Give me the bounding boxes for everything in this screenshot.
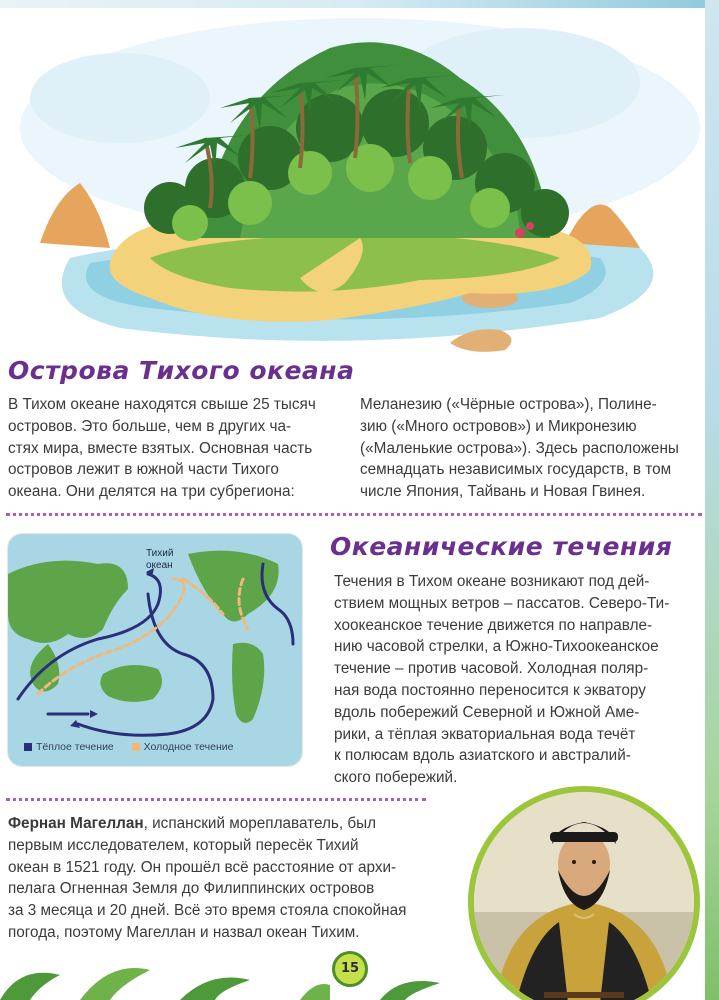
text-line: океан в 1521 году. Он прошёл всё расстояние от архи- — [8, 858, 397, 876]
text-line: ского побережий. — [334, 769, 458, 787]
magellan-text — [8, 813, 458, 944]
section-title-currents: Океанические течения — [330, 532, 673, 561]
text-line: островов. Это больше, чем в других ча- — [8, 417, 292, 435]
text-line: зию («Много островов») и Микронезию — [360, 417, 637, 435]
map-label-line1: Тихий — [146, 548, 174, 559]
legend-cold: Холодное течение — [143, 741, 234, 753]
text-line: Меланезию («Чёрные острова»), Полине- — [360, 396, 657, 413]
text-line: погода, поэтому Магеллан и назвал океан Тихим. — [8, 923, 360, 941]
text-line — [8, 813, 458, 835]
island-illustration — [0, 8, 705, 368]
text-line: нию часовой стрелки, а Южно-Тихоокеанское — [334, 638, 659, 656]
right-border — [705, 0, 719, 1000]
page-number: 15 — [332, 951, 368, 987]
cold-current-swatch — [132, 743, 140, 751]
text-line: стях мира, вместе взятых. Основная часть — [8, 439, 313, 457]
section-title-islands: Острова Тихого океана — [8, 356, 355, 385]
text-line: течение – против часовой. Холодная поляр- — [334, 660, 649, 678]
text-line: числе Япония, Тайвань и Новая Гвинея. — [360, 483, 646, 501]
magellan-name: Фернан Магеллан — [8, 815, 144, 832]
divider — [6, 513, 702, 516]
text-line: океана. Они делятся на три субрегиона: — [8, 483, 295, 501]
text-line: ная вода постоянно переносится к экватору — [334, 681, 646, 699]
text-line: к полюсам вдоль азиатского и австралий- — [334, 747, 631, 765]
text-span: , испанский мореплаватель, был — [143, 815, 377, 832]
islands-text-col2 — [360, 394, 700, 503]
text-line: Течения в Тихом океане возникают под дей- — [334, 573, 650, 590]
warm-current-swatch — [24, 743, 32, 751]
divider — [6, 798, 426, 801]
text-line: за 3 месяца и 20 дней. Всё это время стояла спокойная — [8, 902, 407, 920]
text-line: рики, а тёплая экваториальная вода течёт — [334, 725, 636, 743]
text-line: вдоль побережий Северной и Южной Аме- — [334, 703, 640, 721]
text-line: первым исследователем, который пересёк Тихий — [8, 836, 359, 854]
islands-text-col1 — [8, 394, 348, 503]
currents-map — [8, 534, 302, 766]
text-line: ствием мощных ветров – пассатов. Северо-Ти- — [334, 594, 670, 612]
text-line: семнадцать независимых государств, в том — [360, 461, 672, 479]
currents-text — [334, 571, 706, 789]
map-graphic — [8, 534, 302, 766]
text-line: хоокеанское течение движется по направле- — [334, 616, 653, 634]
text-line: пелага Огненная Земля до Филиппинских островов — [8, 880, 375, 898]
legend-warm: Тёплое течение — [36, 741, 114, 753]
map-legend — [24, 741, 234, 753]
map-label-line2: океан — [146, 560, 173, 571]
text-line: островов лежит в южной части Тихого — [8, 461, 279, 479]
text-line: («Маленькие острова»). Здесь расположены — [360, 439, 679, 457]
text-line: В Тихом океане находятся свыше 25 тысяч — [8, 396, 316, 413]
top-border — [0, 0, 719, 8]
